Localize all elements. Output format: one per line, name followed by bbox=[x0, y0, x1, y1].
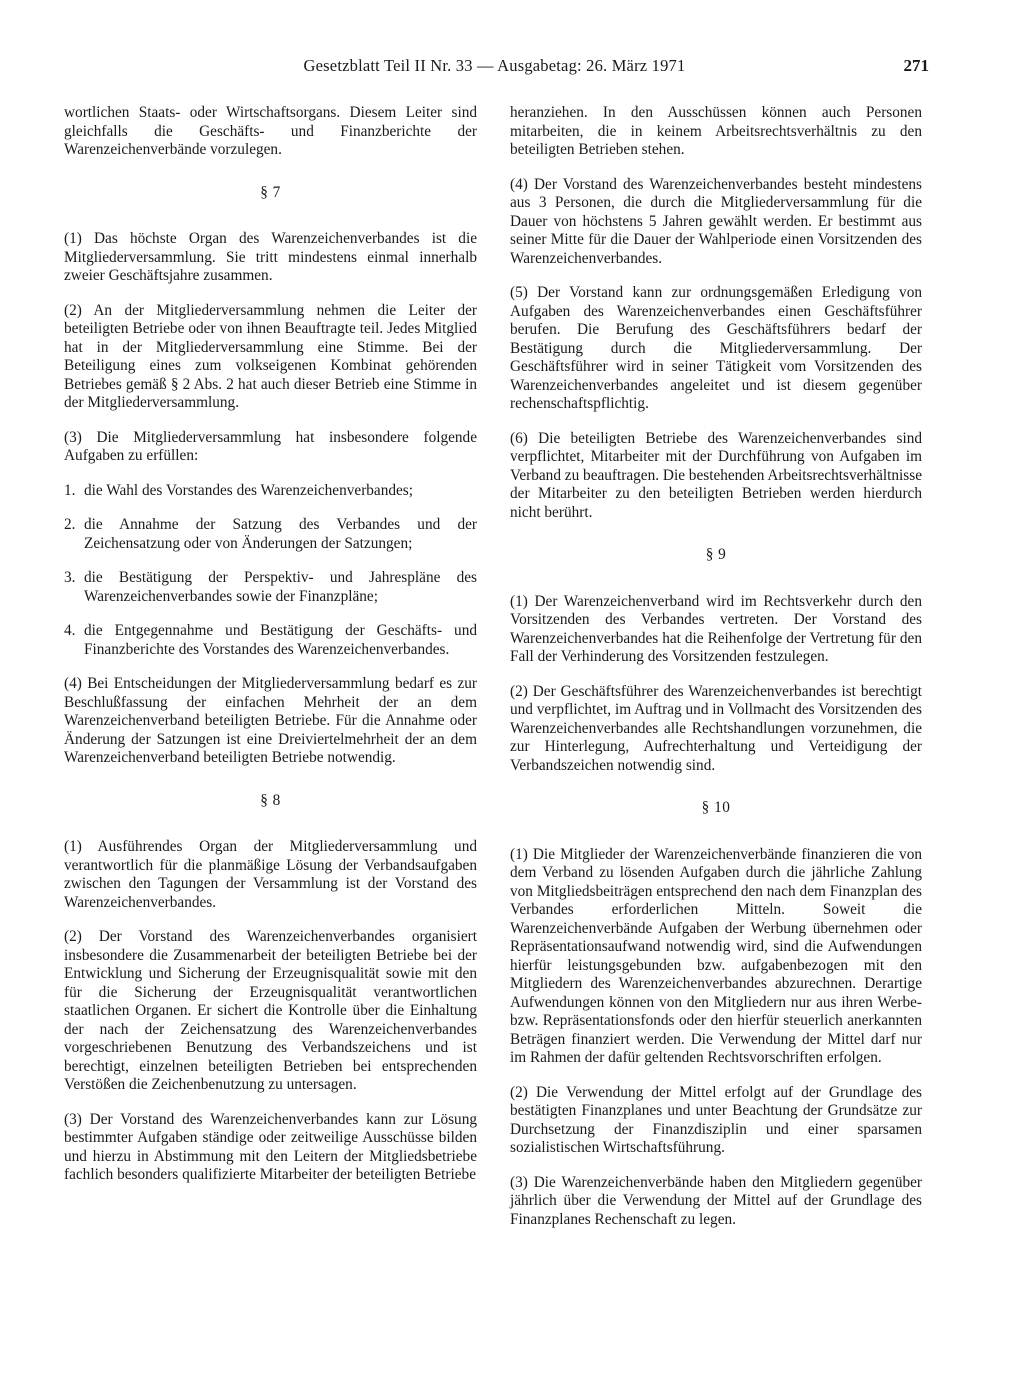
paragraph: (4) Bei Entscheidungen der Mitgliederversammlung bedarf es zur Beschlußfassung der einfachen Mehrheit der an dem Warenzeichenverband beteiligten Betriebe. Für die Annahme oder Änderung der Satzungen ist eine Dreiviertelmehrheit der an dem Warenzeichenverband beteiligten Betriebe notwendig. bbox=[64, 675, 477, 766]
paragraph: wortlichen Staats- oder Wirtschaftsorgans. Diesem Leiter sind gleichfalls die Geschäfts- und Finanzberichte der Warenzeichenverbände vorzulegen. bbox=[64, 104, 477, 158]
paragraph: (4) Der Vorstand des Warenzeichenverbandes besteht mindestens aus 3 Personen, die durch die Mitgliederversammlung für die Dauer von höchstens 5 Jahren gewählt werden. Er bestimmt aus seiner Mitte für die Dauer der Wahlperiode einen Vorsitzenden des Warenzeichenverbandes. bbox=[510, 175, 922, 267]
paragraph: (1) Ausführendes Organ der Mitgliederversammlung und verantwortlich für die planmäßige Lösung der Verbandsaufgaben zwischen den Tagungen der Versammlung ist der Vorstand des Warenzeichenverbandes. bbox=[64, 838, 477, 911]
list-number: 4. bbox=[64, 622, 76, 639]
page-header bbox=[60, 56, 929, 82]
paragraph: (2) Der Vorstand des Warenzeichenverbandes organisiert insbesondere die Zusammenarbeit der beteiligten Betriebe bei der Entwicklung und Sicherung der Erzeugnisqualität sowie mit den für die Sicherung der Erzeugnisqualität verantwortlichen staatlichen Organen. Er sichert die Kontrolle über die Einhaltung der nach der Zeichensatzung des Warenzeichenverbandes vorgeschriebenen Benutzung des Verbandszeichens und ist berechtigt, einzelnen beteiligten Betrieben bei entsprechenden Verstößen die Zeichenbenutzung zu untersagen. bbox=[64, 928, 477, 1093]
paragraph: (2) Die Verwendung der Mittel erfolgt auf der Grundlage des bestätigten Finanzplanes und unter Beachtung der Grundsätze zur Durchsetzung der Finanzdisziplin und einer sparsamen sozialistischen Wirtschaftsführung. bbox=[510, 1083, 922, 1156]
list-text: die Entgegennahme und Bestätigung der Geschäfts- und Finanzberichte des Vorstandes des Warenzeichenverbandes. bbox=[84, 622, 477, 658]
list-item bbox=[64, 622, 477, 659]
right-column bbox=[510, 104, 922, 1229]
list-number: 3. bbox=[64, 569, 76, 586]
paragraph: (3) Die Warenzeichenverbände haben den Mitgliedern gegenüber jährlich über die Verwendung der Mittel auf der Grundlage des Finanzplanes Rechenschaft zu legen. bbox=[510, 1173, 922, 1228]
paragraph: heranziehen. In den Ausschüssen können auch Personen mitarbeiten, die in keinem Arbeitsrechtsverhältnis zu den beteiligten Betrieben stehen. bbox=[510, 104, 922, 158]
paragraph: (2) Der Geschäftsführer des Warenzeichenverbandes ist berechtigt und verpflichtet, im Auftrag und in Vollmacht des Vorsitzenden des Warenzeichenverbandes alle Rechtshandlungen vorzunehmen, die zur Hinterlegung, Aufrechterhaltung und Verteidigung der Verbandszeichen notwendig sind. bbox=[510, 682, 922, 774]
paragraph: (1) Das höchste Organ des Warenzeichenverbandes ist die Mitgliederversammlung. Sie tritt mindestens einmal innerhalb zweier Geschäftsjahre zusammen. bbox=[64, 230, 477, 284]
list-item bbox=[64, 569, 477, 606]
section-heading-9: § 9 bbox=[705, 546, 727, 563]
header-title: Gesetzblatt Teil II Nr. 33 — Ausgabetag: 26. März 1971 bbox=[303, 56, 686, 75]
list-text: die Annahme der Satzung des Verbandes und der Zeichensatzung oder von Änderungen der Satzungen; bbox=[84, 516, 477, 552]
paragraph: (6) Die beteiligten Betriebe des Warenzeichenverbandes sind verpflichtet, Mitarbeiter mit der Durchführung von Aufgaben im Verband zu beauftragen. Die bestehenden Arbeitsrechtsverhältnisse der Mitarbeiter zu den beteiligten Betrieben werden hierdurch nicht berührt. bbox=[510, 429, 923, 521]
list-text: die Wahl des Vorstandes des Warenzeichenverbandes; bbox=[84, 481, 414, 499]
page-number: 271 bbox=[903, 56, 929, 75]
list-item bbox=[64, 482, 477, 501]
list-number: 1. bbox=[64, 481, 76, 499]
paragraph: (1) Die Mitglieder der Warenzeichenverbände finanzieren die von dem Verband zu lösenden Aufgaben durch die jährliche Zahlung von Mitgliedsbeiträgen entsprechend den nach dem Finanzplan des Verbandes erforderlichen Mitteln. Soweit die Warenzeichenverbände Aufgaben der Werbung übernehmen oder Repräsentationsaufwand notwendig wird, sind die Aufwendungen hierfür leistungsgebunden bzw. aufgabenbezogen mit den Mitgliedern des Warenzeichenverbandes abzurechnen. Derartige Aufwendungen können von den Mitgliedern nur aus ihren Werbe- bzw. Repräsentationsfonds oder den hierfür steuerlich anerkannten Beträgen finanziert werden. Die Verwendung der Mittel darf nur im Rahmen der dafür geltenden Rechtsvorschriften erfolgen. bbox=[510, 845, 922, 1066]
paragraph: (1) Der Warenzeichenverband wird im Rechtsverkehr durch den Vorsitzenden des Verbandes vertreten. Der Vorstand des Warenzeichenverbandes hat die Reihenfolge der Vertretung für den Fall der Verhinderung des Vorsitzenden festzulegen. bbox=[510, 592, 922, 665]
left-column bbox=[64, 104, 477, 1185]
section-heading-10: § 10 bbox=[701, 799, 731, 816]
section-heading-7: § 7 bbox=[260, 183, 281, 201]
list-text: die Bestätigung der Perspektiv- und Jahrespläne des Warenzeichenverbandes sowie der Finanzpläne; bbox=[84, 569, 477, 605]
paragraph: (5) Der Vorstand kann zur ordnungsgemäßen Erledigung von Aufgaben des Warenzeichenverbandes einen Geschäftsführer berufen. Die Berufung des Geschäftsführers bedarf der Bestätigung durch die Mitgliederversammlung. Der Geschäftsführer wird in seiner Tätigkeit vom Vorsitzenden des Warenzeichenverbandes angeleitet und ist diesem gegenüber rechenschaftspflichtig. bbox=[510, 284, 922, 412]
list-item bbox=[64, 516, 477, 553]
section-heading-8: § 8 bbox=[260, 791, 281, 809]
list-number: 2. bbox=[64, 516, 76, 533]
paragraph: (3) Die Mitgliederversammlung hat insbesondere folgende Aufgaben zu erfüllen: bbox=[64, 428, 477, 464]
paragraph: (2) An der Mitgliederversammlung nehmen die Leiter der beteiligten Betriebe oder von ihnen Beauftragte teil. Jedes Mitglied hat in der Mitgliederversammlung eine Stimme. Bei der Beteiligung eines zum volkseigenen Kombinat gehörenden Betriebes gemäß § 2 Abs. 2 hat auch dieser Betrieb eine Stimme in der Mitgliederversammlung. bbox=[64, 301, 477, 411]
paragraph: (3) Der Vorstand des Warenzeichenverbandes kann zur Lösung bestimmter Aufgaben ständige oder zeitweilige Ausschüsse bilden und hierzu in Abstimmung mit den Leitern der Mitgliedsbetriebe fachlich besonders qualifizierte Mitarbeiter der beteiligten Betriebe bbox=[64, 1110, 477, 1183]
